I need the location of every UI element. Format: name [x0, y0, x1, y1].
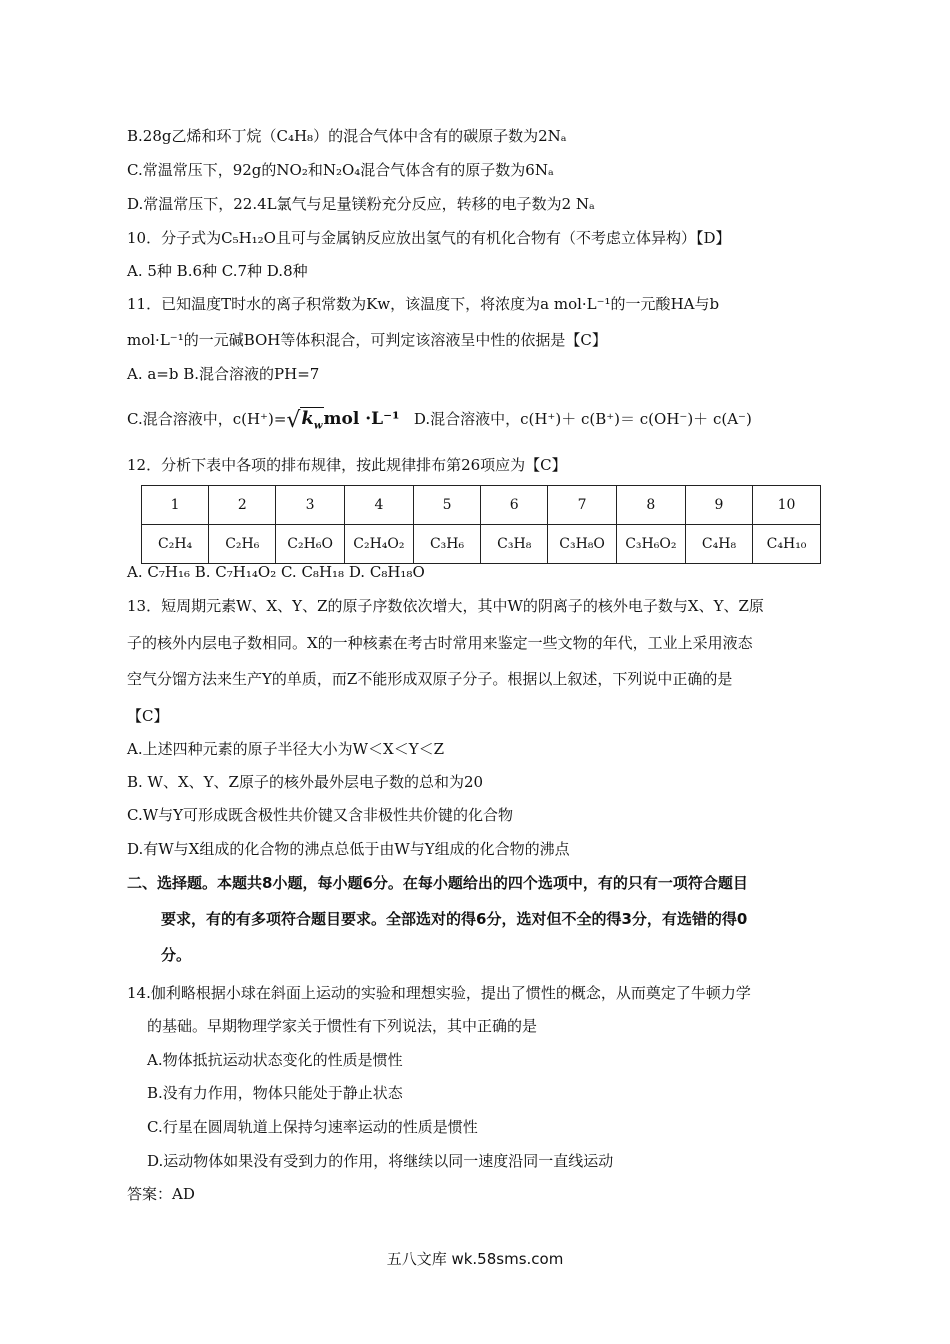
section-2-line3: 分。 — [161, 946, 192, 964]
table-cell: 7 — [548, 486, 616, 525]
table-cell: 5 — [413, 486, 480, 525]
question-13-option-a: A.上述四种元素的原子半径大小为W＜X＜Y＜Z — [127, 740, 445, 758]
sqrt-k: k — [301, 408, 314, 429]
table-cell: 6 — [481, 486, 548, 525]
question-11-options-cd — [127, 409, 752, 437]
table-cell: C₃H₈ — [481, 525, 548, 564]
table-cell: C₃H₆O₂ — [616, 525, 685, 564]
table-cell: 4 — [344, 486, 413, 525]
question-14-line2: 的基础。早期物理学家关于惯性有下列说法，其中正确的是 — [147, 1017, 538, 1035]
table-header-row — [142, 486, 821, 525]
question-14-option-a: A.物体抵抗运动状态变化的性质是惯性 — [147, 1051, 403, 1069]
option-d-line: D.常温常压下，22.4L氯气与足量镁粉充分反应，转移的电子数为2 Nₐ — [127, 195, 595, 213]
question-11-line1: 11．已知温度T时水的离子积常数为Kw，该温度下，将浓度为a mol·L⁻¹的一元酸HA与b — [127, 295, 720, 313]
question-14-line1: 14.伽利略根据小球在斜面上运动的实验和理想实验，提出了惯性的概念，从而奠定了牛顿力学 — [127, 984, 751, 1002]
question-13-line1: 13．短周期元素W、X、Y、Z的原子序数依次增大，其中W的阴离子的核外电子数与X、Y、Z原 — [127, 597, 764, 615]
table-row — [142, 525, 821, 564]
table-cell: 8 — [616, 486, 685, 525]
question-13-answer: 【C】 — [127, 707, 169, 725]
table-cell: 1 — [142, 486, 209, 525]
page-footer: 五八文库 wk.58sms.com — [386, 1250, 564, 1268]
sqrt-sub: w — [313, 420, 323, 432]
question-11-line2: mol·L⁻¹的一元碱BOH等体积混合，可判定该溶液呈中性的依据是【C】 — [127, 331, 607, 349]
table-cell: C₃H₈O — [548, 525, 616, 564]
table-cell: C₂H₄O₂ — [344, 525, 413, 564]
section-2-line2: 要求，有的有多项符合题目要求。全部选对的得6分，选对但不全的得3分，有选错的得0 — [161, 910, 748, 928]
table-cell: C₂H₆O — [276, 525, 344, 564]
question-11-options-ab: A. a=b B.混合溶液的PH=7 — [127, 365, 320, 383]
option-d: D.混合溶液中，c(H⁺)＋ c(B⁺)＝ c(OH⁻)＋ c(A⁻) — [413, 410, 752, 428]
table-cell: 3 — [276, 486, 344, 525]
question-14-option-b: B.没有力作用，物体只能处于静止状态 — [147, 1084, 403, 1102]
question-10-options: A. 5种 B.6种 C.7种 D.8种 — [127, 262, 308, 280]
table-cell: C₂H₆ — [209, 525, 276, 564]
table-cell: C₂H₄ — [142, 525, 209, 564]
question-13-line2: 子的核外内层电子数相同。X的一种核素在考古时常用来鉴定一些文物的年代，工业上采用液态 — [127, 634, 753, 652]
question-13-option-b: B. W、X、Y、Z原子的核外最外层电子数的总和为20 — [127, 773, 484, 791]
sqrt-expression: $√k_w$ — [286, 408, 323, 433]
question-12: 12．分析下表中各项的排布规律，按此规律排布第26项应为【C】 — [127, 456, 567, 474]
question-14-option-c: C.行星在圆周轨道上保持匀速率运动的性质是惯性 — [147, 1118, 478, 1136]
question-13-option-d: D.有W与X组成的化合物的沸点总低于由W与Y组成的化合物的沸点 — [127, 840, 570, 858]
question-13-option-c: C.W与Y可形成既含极性共价键又含非极性共价键的化合物 — [127, 806, 514, 824]
question-14-answer: 答案：AD — [127, 1185, 195, 1203]
table-cell: 2 — [209, 486, 276, 525]
question-13-line3: 空气分馏方法来生产Y的单质，而Z不能形成双原子分子。根据以上叙述，下列说中正确的是 — [127, 670, 733, 688]
table-cell: 10 — [753, 486, 821, 525]
unit-label: mol ·L⁻¹ — [323, 409, 400, 429]
question-12-options: A. C₇H₁₆ B. C₇H₁₄O₂ C. C₈H₁₈ D. C₈H₁₈O — [127, 563, 425, 581]
table-cell: C₄H₈ — [685, 525, 752, 564]
sequence-table — [141, 485, 821, 564]
option-c-prefix: C.混合溶液中，c(H⁺)= — [127, 410, 287, 428]
table-cell: 9 — [685, 486, 752, 525]
question-14-option-d: D.运动物体如果没有受到力的作用，将继续以同一速度沿同一直线运动 — [147, 1152, 614, 1170]
table-cell: C₃H₆ — [413, 525, 480, 564]
section-2-line1: 二、选择题。本题共8小题，每小题6分。在每小题给出的四个选项中，有的只有一项符合题目 — [127, 874, 748, 892]
question-10: 10．分子式为C₅H₁₂O且可与金属钠反应放出氢气的有机化合物有（不考虑立体异构）【D】 — [127, 229, 731, 247]
option-b-line: B.28g乙烯和环丁烷（C₄H₈）的混合气体中含有的碳原子数为2Nₐ — [127, 127, 567, 145]
table-cell: C₄H₁₀ — [753, 525, 821, 564]
option-c-line: C.常温常压下，92g的NO₂和N₂O₄混合气体含有的原子数为6Nₐ — [127, 161, 554, 179]
